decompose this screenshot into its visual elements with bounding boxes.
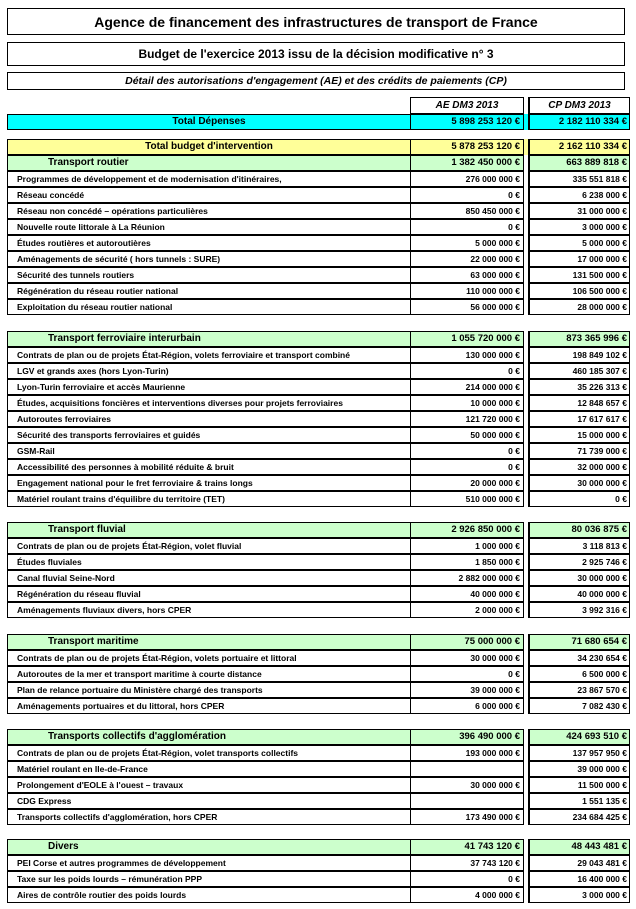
item-label: Régénération du réseau routier national (7, 283, 411, 299)
item-cp: 3 118 813 € (528, 538, 630, 554)
table-row (7, 682, 630, 698)
item-label: Aires de contrôle routier des poids lourds (7, 887, 411, 903)
table-row (7, 809, 630, 825)
item-cp: 23 867 570 € (528, 682, 630, 698)
item-cp: 28 000 000 € (528, 299, 630, 315)
item-cp: 1 551 135 € (528, 793, 630, 809)
item-label: Réseau concédé (7, 187, 411, 203)
item-cp: 6 500 000 € (528, 666, 630, 682)
item-ae: 193 000 000 € (410, 745, 524, 761)
section-cp: 424 693 510 € (528, 729, 630, 745)
item-label: Régénération du réseau fluvial (7, 586, 411, 602)
item-label: Engagement national pour le fret ferroviaire & trains longs (7, 475, 411, 491)
item-cp: 2 925 746 € (528, 554, 630, 570)
item-ae: 850 450 000 € (410, 203, 524, 219)
item-ae: 0 € (410, 666, 524, 682)
total-budget-ae: 5 878 253 120 € (410, 139, 524, 155)
item-ae: 110 000 000 € (410, 283, 524, 299)
item-ae: 2 882 000 000 € (410, 570, 524, 586)
table-row (7, 871, 630, 887)
item-ae: 4 000 000 € (410, 887, 524, 903)
item-cp: 17 617 617 € (528, 411, 630, 427)
item-ae: 0 € (410, 187, 524, 203)
item-cp: 39 000 000 € (528, 761, 630, 777)
total-budget-cp: 2 162 110 334 € (528, 139, 630, 155)
table-row (7, 379, 630, 395)
total-budget-label: Total budget d'intervention (7, 139, 411, 155)
item-ae: 0 € (410, 459, 524, 475)
item-label: Plan de relance portuaire du Ministère chargé des transports (7, 682, 411, 698)
item-label: Matériel roulant trains d'équilibre du territoire (TET) (7, 491, 411, 507)
total-depenses-label: Total Dépenses (7, 114, 411, 130)
item-ae: 10 000 000 € (410, 395, 524, 411)
item-ae (410, 761, 524, 777)
column-header-cp: CP DM3 2013 (528, 97, 630, 114)
section-cp: 48 443 481 € (528, 839, 630, 855)
item-ae: 510 000 000 € (410, 491, 524, 507)
item-ae: 121 720 000 € (410, 411, 524, 427)
item-label: Études, acquisitions foncières et interventions diverses pour projets ferroviaires (7, 395, 411, 411)
item-cp: 31 000 000 € (528, 203, 630, 219)
section-ae: 75 000 000 € (410, 634, 524, 650)
section-row-transports-collectifs (7, 729, 630, 745)
item-ae: 2 000 000 € (410, 602, 524, 618)
total-depenses-ae: 5 898 253 120 € (410, 114, 524, 130)
item-ae: 30 000 000 € (410, 650, 524, 666)
table-row (7, 203, 630, 219)
table-row (7, 602, 630, 618)
item-ae: 0 € (410, 219, 524, 235)
item-label: Contrats de plan ou de projets État-Région, volet transports collectifs (7, 745, 411, 761)
item-ae: 5 000 000 € (410, 235, 524, 251)
table-row (7, 666, 630, 682)
section-cp: 80 036 875 € (528, 522, 630, 538)
table-row (7, 475, 630, 491)
section-ae: 2 926 850 000 € (410, 522, 524, 538)
section-ae: 396 490 000 € (410, 729, 524, 745)
item-cp: 234 684 425 € (528, 809, 630, 825)
item-cp: 6 238 000 € (528, 187, 630, 203)
document-title-text: Agence de financement des infrastructures de transport de France (94, 13, 538, 30)
section-label: Transport routier (7, 155, 411, 171)
table-row (7, 411, 630, 427)
item-label: CDG Express (7, 793, 411, 809)
item-cp: 16 400 000 € (528, 871, 630, 887)
table-row (7, 855, 630, 871)
section-row-transport-routier (7, 155, 630, 171)
item-ae: 0 € (410, 363, 524, 379)
item-label: Accessibilité des personnes à mobilité réduite & bruit (7, 459, 411, 475)
table-row (7, 745, 630, 761)
total-depenses-row (7, 114, 630, 130)
item-cp: 5 000 000 € (528, 235, 630, 251)
item-ae: 1 000 000 € (410, 538, 524, 554)
item-label: Matériel roulant en Ile-de-France (7, 761, 411, 777)
item-cp: 460 185 307 € (528, 363, 630, 379)
item-label: Autoroutes ferroviaires (7, 411, 411, 427)
item-label: Contrats de plan ou de projets État-Région, volet fluvial (7, 538, 411, 554)
item-ae: 173 490 000 € (410, 809, 524, 825)
item-cp: 71 739 000 € (528, 443, 630, 459)
item-ae: 0 € (410, 443, 524, 459)
item-ae: 37 743 120 € (410, 855, 524, 871)
item-cp: 335 551 818 € (528, 171, 630, 187)
item-ae: 6 000 000 € (410, 698, 524, 714)
table-row (7, 459, 630, 475)
item-label: Programmes de développement et de modernisation d'itinéraires, (7, 171, 411, 187)
item-label: Exploitation du réseau routier national (7, 299, 411, 315)
document-detail-caption (7, 72, 625, 90)
table-row (7, 570, 630, 586)
item-ae: 63 000 000 € (410, 267, 524, 283)
table-row (7, 698, 630, 714)
item-ae: 56 000 000 € (410, 299, 524, 315)
section-row-transport-ferroviaire (7, 331, 630, 347)
item-cp: 3 992 316 € (528, 602, 630, 618)
table-row (7, 427, 630, 443)
table-row (7, 283, 630, 299)
item-cp: 34 230 654 € (528, 650, 630, 666)
item-cp: 106 500 000 € (528, 283, 630, 299)
table-row (7, 586, 630, 602)
section-ae: 41 743 120 € (410, 839, 524, 855)
section-row-transport-fluvial (7, 522, 630, 538)
table-row (7, 793, 630, 809)
item-cp: 7 082 430 € (528, 698, 630, 714)
item-ae: 276 000 000 € (410, 171, 524, 187)
section-cp: 873 365 996 € (528, 331, 630, 347)
section-cp: 71 680 654 € (528, 634, 630, 650)
item-ae: 40 000 000 € (410, 586, 524, 602)
table-row (7, 554, 630, 570)
item-ae: 50 000 000 € (410, 427, 524, 443)
item-label: Réseau non concédé – opérations particulières (7, 203, 411, 219)
section-row-divers (7, 839, 630, 855)
item-label: Sécurité des tunnels routiers (7, 267, 411, 283)
item-cp: 12 848 657 € (528, 395, 630, 411)
table-row (7, 267, 630, 283)
total-budget-row (7, 139, 630, 155)
item-cp: 35 226 313 € (528, 379, 630, 395)
section-row-transport-maritime (7, 634, 630, 650)
item-ae: 0 € (410, 871, 524, 887)
item-label: Sécurité des transports ferroviaires et guidés (7, 427, 411, 443)
item-label: Nouvelle route littorale à La Réunion (7, 219, 411, 235)
document-subtitle-text: Budget de l'exercice 2013 issu de la décision modificative n° 3 (138, 47, 494, 61)
column-header-ae: AE DM3 2013 (410, 97, 524, 114)
table-row (7, 363, 630, 379)
item-cp: 11 500 000 € (528, 777, 630, 793)
document-subtitle (7, 42, 625, 66)
section-cp: 663 889 818 € (528, 155, 630, 171)
item-ae: 1 850 000 € (410, 554, 524, 570)
item-cp: 40 000 000 € (528, 586, 630, 602)
item-label: Prolongement d'EOLE à l'ouest – travaux (7, 777, 411, 793)
table-row (7, 395, 630, 411)
item-ae: 214 000 000 € (410, 379, 524, 395)
item-label: Canal fluvial Seine-Nord (7, 570, 411, 586)
section-label: Transports collectifs d'agglomération (7, 729, 411, 745)
item-cp: 32 000 000 € (528, 459, 630, 475)
document-title (7, 8, 625, 35)
item-label: Aménagements de sécurité ( hors tunnels : SURE) (7, 251, 411, 267)
item-label: Études fluviales (7, 554, 411, 570)
item-cp: 3 000 000 € (528, 219, 630, 235)
item-cp: 30 000 000 € (528, 570, 630, 586)
section-label: Transport fluvial (7, 522, 411, 538)
item-label: LGV et grands axes (hors Lyon-Turin) (7, 363, 411, 379)
item-label: Autoroutes de la mer et transport maritime à courte distance (7, 666, 411, 682)
table-row (7, 777, 630, 793)
item-label: PEI Corse et autres programmes de développement (7, 855, 411, 871)
item-cp: 17 000 000 € (528, 251, 630, 267)
section-label: Divers (7, 839, 411, 855)
table-row (7, 219, 630, 235)
item-cp: 198 849 102 € (528, 347, 630, 363)
item-cp: 29 043 481 € (528, 855, 630, 871)
table-row (7, 187, 630, 203)
item-label: Contrats de plan ou de projets État-Région, volets ferroviaire et transport combiné (7, 347, 411, 363)
item-ae: 30 000 000 € (410, 777, 524, 793)
table-row (7, 251, 630, 267)
document-detail-text: Détail des autorisations d'engagement (AE) et des crédits de paiements (CP) (125, 75, 507, 87)
item-cp: 30 000 000 € (528, 475, 630, 491)
section-ae: 1 055 720 000 € (410, 331, 524, 347)
table-row (7, 491, 630, 507)
column-header-row (7, 97, 630, 113)
table-row (7, 650, 630, 666)
table-row (7, 887, 630, 903)
item-cp: 3 000 000 € (528, 887, 630, 903)
item-label: Taxe sur les poids lourds – rémunération PPP (7, 871, 411, 887)
table-row (7, 299, 630, 315)
table-row (7, 347, 630, 363)
item-label: Lyon-Turin ferroviaire et accès Maurienne (7, 379, 411, 395)
table-row (7, 761, 630, 777)
item-cp: 0 € (528, 491, 630, 507)
section-label: Transport ferroviaire interurbain (7, 331, 411, 347)
item-label: Études routières et autoroutières (7, 235, 411, 251)
item-cp: 15 000 000 € (528, 427, 630, 443)
section-label: Transport maritime (7, 634, 411, 650)
item-ae: 39 000 000 € (410, 682, 524, 698)
item-label: GSM-Rail (7, 443, 411, 459)
item-ae: 20 000 000 € (410, 475, 524, 491)
item-label: Transports collectifs d'agglomération, hors CPER (7, 809, 411, 825)
item-label: Aménagements portuaires et du littoral, hors CPER (7, 698, 411, 714)
item-label: Aménagements fluviaux divers, hors CPER (7, 602, 411, 618)
item-label: Contrats de plan ou de projets État-Région, volets portuaire et littoral (7, 650, 411, 666)
item-cp: 131 500 000 € (528, 267, 630, 283)
item-ae: 22 000 000 € (410, 251, 524, 267)
item-ae (410, 793, 524, 809)
section-ae: 1 382 450 000 € (410, 155, 524, 171)
table-row (7, 538, 630, 554)
table-row (7, 235, 630, 251)
item-ae: 130 000 000 € (410, 347, 524, 363)
table-row (7, 443, 630, 459)
item-cp: 137 957 950 € (528, 745, 630, 761)
total-depenses-cp: 2 182 110 334 € (528, 114, 630, 130)
table-row (7, 171, 630, 187)
